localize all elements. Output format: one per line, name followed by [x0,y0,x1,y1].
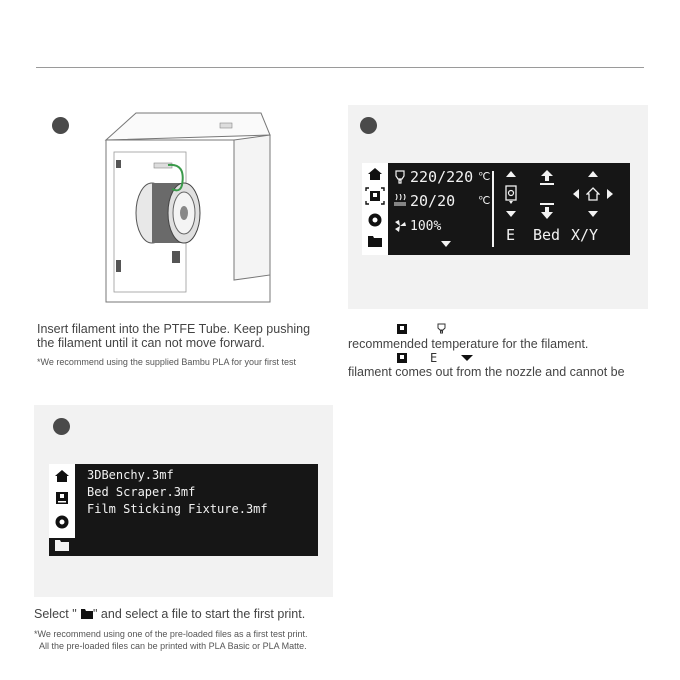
control-tab-inline-icon [397,324,407,334]
printer-illustration [36,105,340,312]
home-icon [55,470,69,482]
step2-number-dot [360,117,377,134]
step3-instruction-end: " and select a file to start the first print. [93,607,306,621]
folder-icon-selected[interactable] [55,540,69,551]
step2-inline-e: E [430,351,438,365]
step1-note: *We recommend using the supplied Bambu PLA for your first test [37,357,296,367]
fan-icon [393,219,407,233]
nozzle-temp-unit: ℃ [478,171,491,183]
settings-icon [55,515,69,529]
step3-number-dot [53,418,70,435]
step2-panel [348,105,648,309]
bed-label: Bed [533,226,561,244]
bed-temp-value: 20/20 [410,192,456,210]
printer-screen-files [49,464,318,556]
nozzle-temp-value: 220/220 [410,168,474,186]
x-right-arrow-icon[interactable] [607,189,613,199]
folder-icon [368,236,382,247]
control-icon [365,187,385,205]
nozzle-inline-icon [436,323,447,334]
step3-instruction-start: Select " [34,607,77,621]
step1-instruction-line2: the filament until it can not move forward. [37,336,265,350]
step2-line4: filament comes out from the nozzle and cannot be [348,365,625,379]
bed-temp-unit: ℃ [478,195,491,207]
step3-note-line2: All the pre-loaded files can be printed with PLA Basic or PLA Matte. [39,641,307,651]
folder-inline-icon [81,609,93,619]
fan-speed-value: 100% [410,219,442,234]
nozzle-temp-icon [393,170,407,184]
printer-screen-control [362,163,630,255]
extruder-up-arrow-icon[interactable] [506,171,516,177]
y-up-arrow-icon[interactable] [588,171,598,177]
xy-label: X/Y [571,226,599,244]
step3-note-line1: *We recommend using one of the pre-loaded files as a first test print. [34,629,308,639]
home-icon [368,168,382,180]
control-icon [56,492,68,504]
extruder-icon [504,184,518,204]
home-axes-icon[interactable] [586,187,600,201]
step3-panel [34,405,333,597]
file-item-1[interactable]: 3DBenchy.3mf [87,468,174,482]
bed-down-icon[interactable] [540,203,554,219]
bed-temp-icon [393,194,407,206]
step2-line2: recommended temperature for the filament. [348,337,589,351]
step1-instruction-line1: Insert filament into the PTFE Tube. Keep pushing [37,322,311,336]
extruder-label: E [506,226,516,244]
file-item-3[interactable]: Film Sticking Fixture.3mf [87,502,268,516]
control-tab-inline-icon-2 [397,353,407,363]
bed-up-icon[interactable] [540,170,554,186]
screen-divider [492,171,494,247]
step1-panel [36,105,340,312]
y-down-arrow-icon[interactable] [588,211,598,217]
x-left-arrow-icon[interactable] [573,189,579,199]
top-divider [36,67,644,68]
down-arrow-inline-icon [461,355,473,361]
scroll-down-arrow-icon [441,241,451,247]
settings-icon [368,213,382,227]
extruder-down-arrow-icon[interactable] [506,211,516,217]
file-item-2[interactable]: Bed Scraper.3mf [87,485,196,499]
